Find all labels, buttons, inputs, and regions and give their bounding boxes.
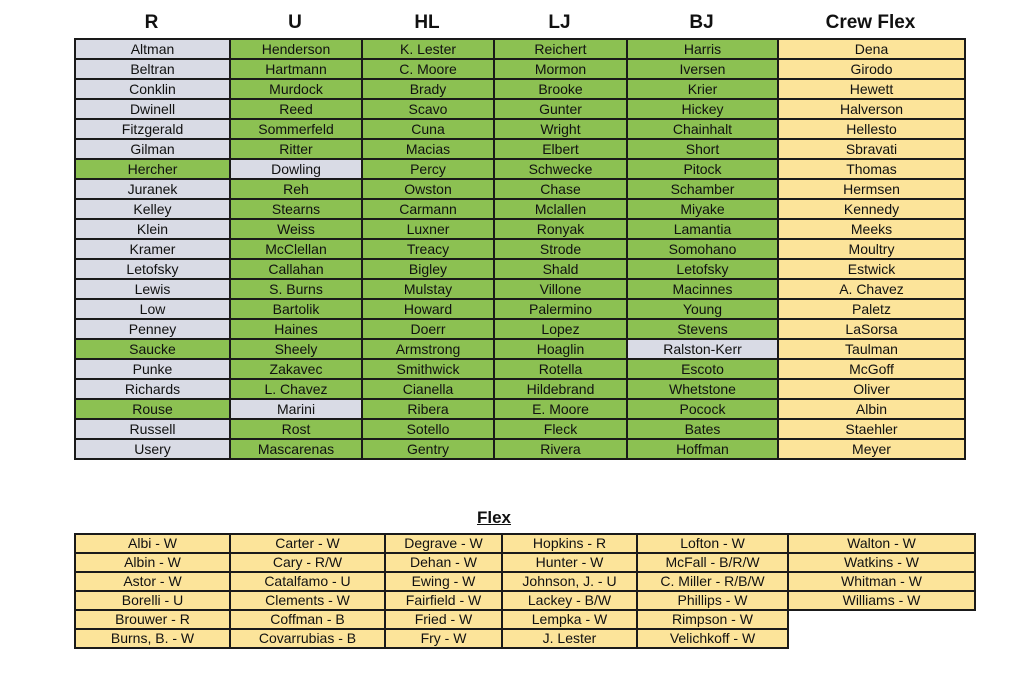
table-row [75, 319, 965, 339]
name-cell: Reichert [494, 39, 627, 59]
flex-row [75, 591, 975, 610]
column-header-hl: HL [414, 12, 440, 33]
name-cell: Hewett [778, 79, 965, 99]
flex-cell: Astor - W [75, 572, 230, 591]
name-cell: Cuna [362, 119, 494, 139]
name-cell: Fitzgerald [75, 119, 230, 139]
table-row [75, 379, 965, 399]
name-cell: Luxner [362, 219, 494, 239]
table-row [75, 359, 965, 379]
flex-cell: Coffman - B [230, 610, 385, 629]
table-row [75, 99, 965, 119]
flex-cell: Clements - W [230, 591, 385, 610]
name-cell: Hartmann [230, 59, 362, 79]
column-header-u: U [288, 12, 302, 33]
name-cell: Halverson [778, 99, 965, 119]
name-cell: Beltran [75, 59, 230, 79]
name-cell: Krier [627, 79, 778, 99]
flex-cell: Lempka - W [502, 610, 637, 629]
assignment-table [74, 38, 966, 460]
table-row [75, 139, 965, 159]
flex-cell: Lackey - B/W [502, 591, 637, 610]
name-cell: Schamber [627, 179, 778, 199]
name-cell: Hercher [75, 159, 230, 179]
name-cell: Macias [362, 139, 494, 159]
flex-row [75, 572, 975, 591]
name-cell: Schwecke [494, 159, 627, 179]
name-cell: Letofsky [627, 259, 778, 279]
name-cell: Bigley [362, 259, 494, 279]
name-cell: Ronyak [494, 219, 627, 239]
name-cell: Gilman [75, 139, 230, 159]
name-cell: Mascarenas [230, 439, 362, 459]
flex-row [75, 534, 975, 553]
name-cell: Rotella [494, 359, 627, 379]
name-cell: Lopez [494, 319, 627, 339]
name-cell: Short [627, 139, 778, 159]
name-cell: Hildebrand [494, 379, 627, 399]
table-row [75, 279, 965, 299]
flex-cell: C. Miller - R/B/W [637, 572, 788, 591]
flex-cell: Covarrubias - B [230, 629, 385, 648]
name-cell: Reed [230, 99, 362, 119]
table-row [75, 259, 965, 279]
flex-row [75, 553, 975, 572]
flex-cell: McFall - B/R/W [637, 553, 788, 572]
name-cell: Henderson [230, 39, 362, 59]
flex-cell: Catalfamo - U [230, 572, 385, 591]
name-cell: Pocock [627, 399, 778, 419]
name-cell: E. Moore [494, 399, 627, 419]
name-cell: Conklin [75, 79, 230, 99]
table-row [75, 159, 965, 179]
name-cell: Brady [362, 79, 494, 99]
name-cell: Hellesto [778, 119, 965, 139]
flex-cell: Albi - W [75, 534, 230, 553]
name-cell: Sotello [362, 419, 494, 439]
flex-table-body [75, 534, 975, 648]
name-cell: Lewis [75, 279, 230, 299]
name-cell: Doerr [362, 319, 494, 339]
name-cell: Iversen [627, 59, 778, 79]
name-cell: Zakavec [230, 359, 362, 379]
flex-cell: Degrave - W [385, 534, 502, 553]
flex-cell: Cary - R/W [230, 553, 385, 572]
name-cell: Gunter [494, 99, 627, 119]
name-cell: Chainhalt [627, 119, 778, 139]
name-cell: Ribera [362, 399, 494, 419]
name-cell: Meeks [778, 219, 965, 239]
name-cell: Murdock [230, 79, 362, 99]
name-cell: Hickey [627, 99, 778, 119]
name-cell: Bates [627, 419, 778, 439]
flex-cell: Fried - W [385, 610, 502, 629]
flex-cell: Walton - W [788, 534, 975, 553]
empty-cell [788, 629, 975, 648]
name-cell: Shald [494, 259, 627, 279]
name-cell: Haines [230, 319, 362, 339]
name-cell: Cianella [362, 379, 494, 399]
name-cell: Klein [75, 219, 230, 239]
name-cell: Stevens [627, 319, 778, 339]
name-cell: Treacy [362, 239, 494, 259]
name-cell: Percy [362, 159, 494, 179]
table-row [75, 199, 965, 219]
name-cell: Albin [778, 399, 965, 419]
flex-cell: Dehan - W [385, 553, 502, 572]
flex-cell: Rimpson - W [637, 610, 788, 629]
table-row [75, 239, 965, 259]
flex-table [74, 533, 976, 649]
name-cell: Mulstay [362, 279, 494, 299]
name-cell: Altman [75, 39, 230, 59]
name-cell: Hermsen [778, 179, 965, 199]
name-cell: Howard [362, 299, 494, 319]
name-cell: Rouse [75, 399, 230, 419]
name-cell: Russell [75, 419, 230, 439]
table-row [75, 299, 965, 319]
name-cell: Chase [494, 179, 627, 199]
name-cell: Marini [230, 399, 362, 419]
name-cell: Ralston-Kerr [627, 339, 778, 359]
table-row [75, 399, 965, 419]
column-header-crew-flex: Crew Flex [825, 12, 916, 33]
name-cell: Brooke [494, 79, 627, 99]
name-cell: Kennedy [778, 199, 965, 219]
flex-cell: Velichkoff - W [637, 629, 788, 648]
name-cell: Fleck [494, 419, 627, 439]
table-row [75, 79, 965, 99]
name-cell: Moultry [778, 239, 965, 259]
name-cell: Low [75, 299, 230, 319]
name-cell: McGoff [778, 359, 965, 379]
name-cell: Rivera [494, 439, 627, 459]
table-row [75, 179, 965, 199]
name-cell: Rost [230, 419, 362, 439]
flex-cell: Whitman - W [788, 572, 975, 591]
name-cell: Lamantia [627, 219, 778, 239]
flex-cell: Hopkins - R [502, 534, 637, 553]
flex-row [75, 629, 975, 648]
flex-cell: Albin - W [75, 553, 230, 572]
name-cell: Richards [75, 379, 230, 399]
name-cell: Girodo [778, 59, 965, 79]
name-cell: L. Chavez [230, 379, 362, 399]
name-cell: Weiss [230, 219, 362, 239]
name-cell: Villone [494, 279, 627, 299]
name-cell: McClellan [230, 239, 362, 259]
flex-cell: Burns, B. - W [75, 629, 230, 648]
flex-cell: Ewing - W [385, 572, 502, 591]
flex-cell: Lofton - W [637, 534, 788, 553]
name-cell: Pitock [627, 159, 778, 179]
name-cell: Macinnes [627, 279, 778, 299]
name-cell: Sommerfeld [230, 119, 362, 139]
name-cell: Saucke [75, 339, 230, 359]
column-header-r: R [144, 12, 159, 33]
name-cell: Wright [494, 119, 627, 139]
name-cell: Young [627, 299, 778, 319]
name-cell: C. Moore [362, 59, 494, 79]
table-row [75, 119, 965, 139]
name-cell: Scavo [362, 99, 494, 119]
flex-cell: Fry - W [385, 629, 502, 648]
flex-row [75, 610, 975, 629]
name-cell: Bartolik [230, 299, 362, 319]
name-cell: Miyake [627, 199, 778, 219]
table-row [75, 419, 965, 439]
name-cell: Escoto [627, 359, 778, 379]
table-row [75, 219, 965, 239]
name-cell: Owston [362, 179, 494, 199]
table-row [75, 59, 965, 79]
name-cell: Dowling [230, 159, 362, 179]
name-cell: Palermino [494, 299, 627, 319]
flex-cell: Carter - W [230, 534, 385, 553]
name-cell: Hoaglin [494, 339, 627, 359]
name-cell: Sbravati [778, 139, 965, 159]
table-row [75, 39, 965, 59]
name-cell: Dena [778, 39, 965, 59]
name-cell: Paletz [778, 299, 965, 319]
name-cell: Strode [494, 239, 627, 259]
name-cell: Staehler [778, 419, 965, 439]
flex-cell: Watkins - W [788, 553, 975, 572]
column-header-bj: BJ [689, 12, 714, 33]
name-cell: Hoffman [627, 439, 778, 459]
name-cell: Gentry [362, 439, 494, 459]
name-cell: Usery [75, 439, 230, 459]
name-cell: Reh [230, 179, 362, 199]
name-cell: Juranek [75, 179, 230, 199]
name-cell: Stearns [230, 199, 362, 219]
flex-cell: Borelli - U [75, 591, 230, 610]
name-cell: Somohano [627, 239, 778, 259]
flex-cell: Fairfield - W [385, 591, 502, 610]
name-cell: Mclallen [494, 199, 627, 219]
flex-section-title: Flex [476, 508, 512, 527]
name-cell: Estwick [778, 259, 965, 279]
flex-cell: J. Lester [502, 629, 637, 648]
flex-cell: Johnson, J. - U [502, 572, 637, 591]
name-cell: K. Lester [362, 39, 494, 59]
assignment-table-body [75, 39, 965, 459]
name-cell: Letofsky [75, 259, 230, 279]
name-cell: Whetstone [627, 379, 778, 399]
name-cell: Meyer [778, 439, 965, 459]
name-cell: Mormon [494, 59, 627, 79]
name-cell: Smithwick [362, 359, 494, 379]
name-cell: Penney [75, 319, 230, 339]
name-cell: Elbert [494, 139, 627, 159]
name-cell: Carmann [362, 199, 494, 219]
name-cell: Armstrong [362, 339, 494, 359]
flex-cell: Phillips - W [637, 591, 788, 610]
name-cell: Thomas [778, 159, 965, 179]
name-cell: Dwinell [75, 99, 230, 119]
name-cell: Kelley [75, 199, 230, 219]
name-cell: Oliver [778, 379, 965, 399]
name-cell: Punke [75, 359, 230, 379]
name-cell: Callahan [230, 259, 362, 279]
flex-cell: Williams - W [788, 591, 975, 610]
name-cell: A. Chavez [778, 279, 965, 299]
table-row [75, 339, 965, 359]
column-header-lj: LJ [548, 12, 571, 33]
table-row [75, 439, 965, 459]
name-cell: Harris [627, 39, 778, 59]
name-cell: Ritter [230, 139, 362, 159]
empty-cell [788, 610, 975, 629]
name-cell: Taulman [778, 339, 965, 359]
name-cell: S. Burns [230, 279, 362, 299]
name-cell: Sheely [230, 339, 362, 359]
name-cell: Kramer [75, 239, 230, 259]
flex-cell: Brouwer - R [75, 610, 230, 629]
flex-cell: Hunter - W [502, 553, 637, 572]
name-cell: LaSorsa [778, 319, 965, 339]
